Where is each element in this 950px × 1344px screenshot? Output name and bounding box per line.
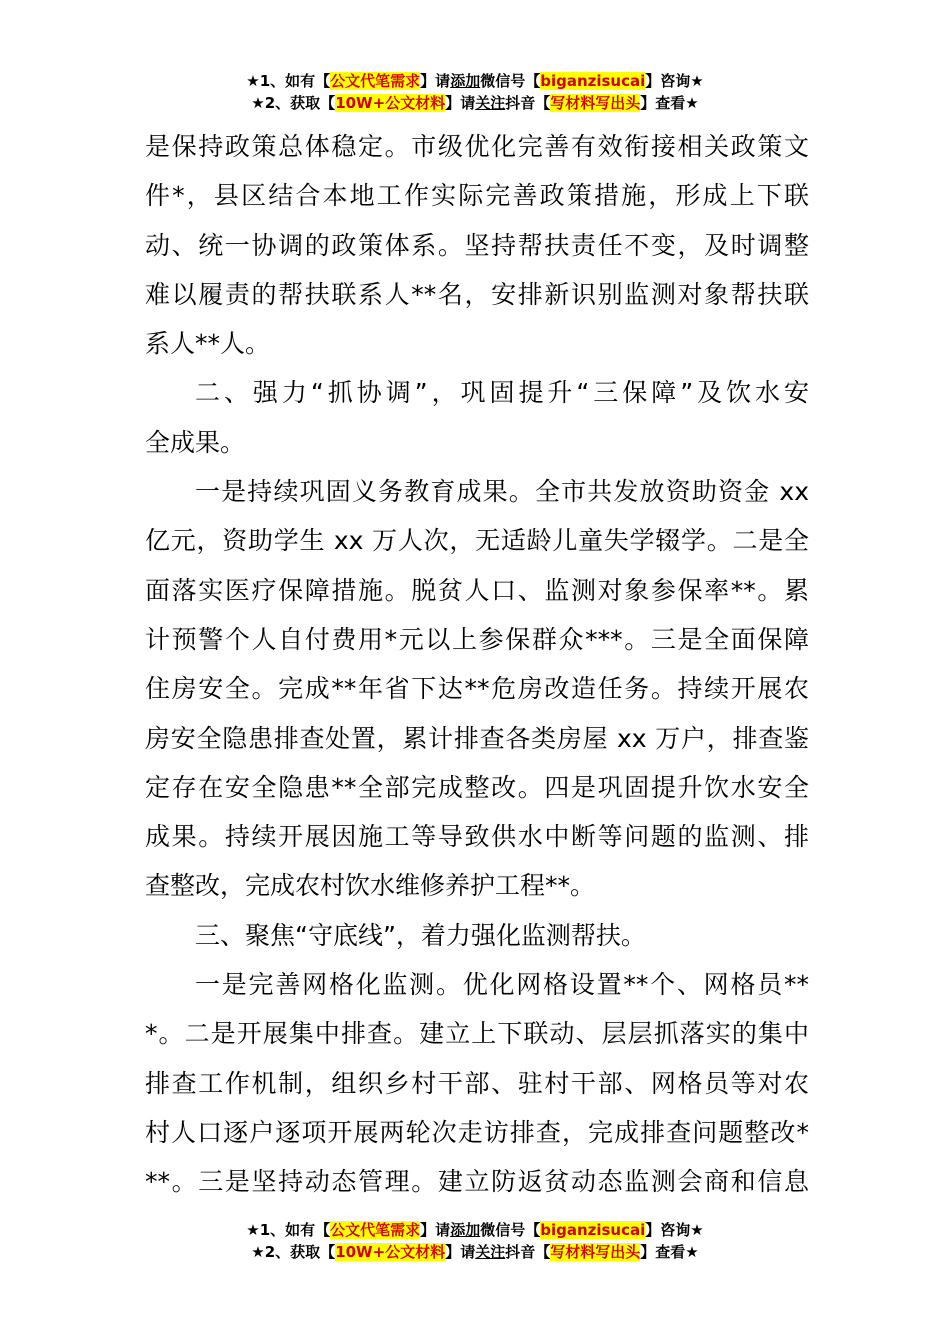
banner-line-1: ★1、如有【公文代笔需求】请添加微信号【biganzisucai】咨询★ — [246, 1221, 704, 1239]
line-3: 动、统一协调的政策体系。坚持帮扶责任不变，及时调整 — [145, 230, 809, 260]
line-4: 难以履责的帮扶联系人**名，安排新识别监测对象帮扶联 — [145, 279, 809, 309]
line-14: 定存在安全隐患**全部完成整改。四是巩固提升饮水安全 — [145, 772, 809, 802]
bottom-banner — [0, 1219, 950, 1263]
banner-line-2: ★2、获取【10W+公文材料】请关注抖音【写材料写出头】查看★ — [251, 1243, 699, 1261]
line-2: 件*，县区结合本地工作实际完善政策措施，形成上下联 — [145, 181, 809, 211]
line-9: 亿元，资助学生 xx 万人次，无适龄儿童失学辍学。二是全 — [145, 526, 809, 556]
highlight-douyin-account: 写材料写出头 — [550, 94, 641, 112]
highlight-douyin-account: 写材料写出头 — [550, 1243, 641, 1261]
line-13: 房安全隐患排查处置，累计排查各类房屋 xx 万户，排查鉴 — [145, 723, 809, 753]
line-7: 全成果。 — [145, 427, 246, 457]
highlight-wechat-id: biganzisucai — [540, 72, 646, 90]
line-21: 村人口逐户逐项开展两轮次走访排查，完成排查问题整改* — [145, 1117, 809, 1147]
top-banner — [0, 70, 950, 114]
banner-line-1: ★1、如有【公文代笔需求】请添加微信号【biganzisucai】咨询★ — [246, 72, 704, 90]
document-body — [145, 122, 809, 1207]
line-18: 一是完善网格化监测。优化网格设置**个、网格员** — [195, 970, 809, 1000]
line-5: 系人**人。 — [145, 329, 271, 359]
highlight-writing-service: 公文代笔需求 — [330, 72, 421, 90]
line-22: **。三是坚持动态管理。建立防返贫动态监测会商和信息 — [145, 1167, 809, 1197]
banner-line-2: ★2、获取【10W+公文材料】请关注抖音【写材料写出头】查看★ — [251, 94, 699, 112]
line-19: *。二是开展集中排查。建立上下联动、层层抓落实的集中 — [145, 1019, 809, 1049]
line-20: 排查工作机制，组织乡村干部、驻村干部、网格员等对农 — [145, 1068, 809, 1098]
highlight-materials: 10W+公文材料 — [335, 94, 446, 112]
highlight-materials: 10W+公文材料 — [335, 1243, 446, 1261]
highlight-wechat-id: biganzisucai — [540, 1221, 646, 1239]
section-heading-2: 二、强力“抓协调”，巩固提升“三保障”及饮水安 — [195, 378, 809, 408]
line-15: 成果。持续开展因施工等导致供水中断等问题的监测、排 — [145, 822, 809, 852]
line-10: 面落实医疗保障措施。脱贫人口、监测对象参保率**。累 — [145, 575, 809, 605]
line-11: 计预警个人自付费用*元以上参保群众***。三是全面保障 — [145, 624, 809, 654]
line-16: 查整改，完成农村饮水维修养护工程**。 — [145, 871, 596, 901]
section-heading-3: 三、聚焦“守底线”，着力强化监测帮扶。 — [195, 920, 646, 950]
highlight-writing-service: 公文代笔需求 — [330, 1221, 421, 1239]
line-12: 住房安全。完成**年省下达**危房改造任务。持续开展农 — [145, 674, 809, 704]
line-8: 一是持续巩固义务教育成果。全市共发放资助资金 xx — [195, 477, 809, 507]
line-1: 是保持政策总体稳定。市级优化完善有效衔接相关政策文 — [145, 132, 809, 161]
